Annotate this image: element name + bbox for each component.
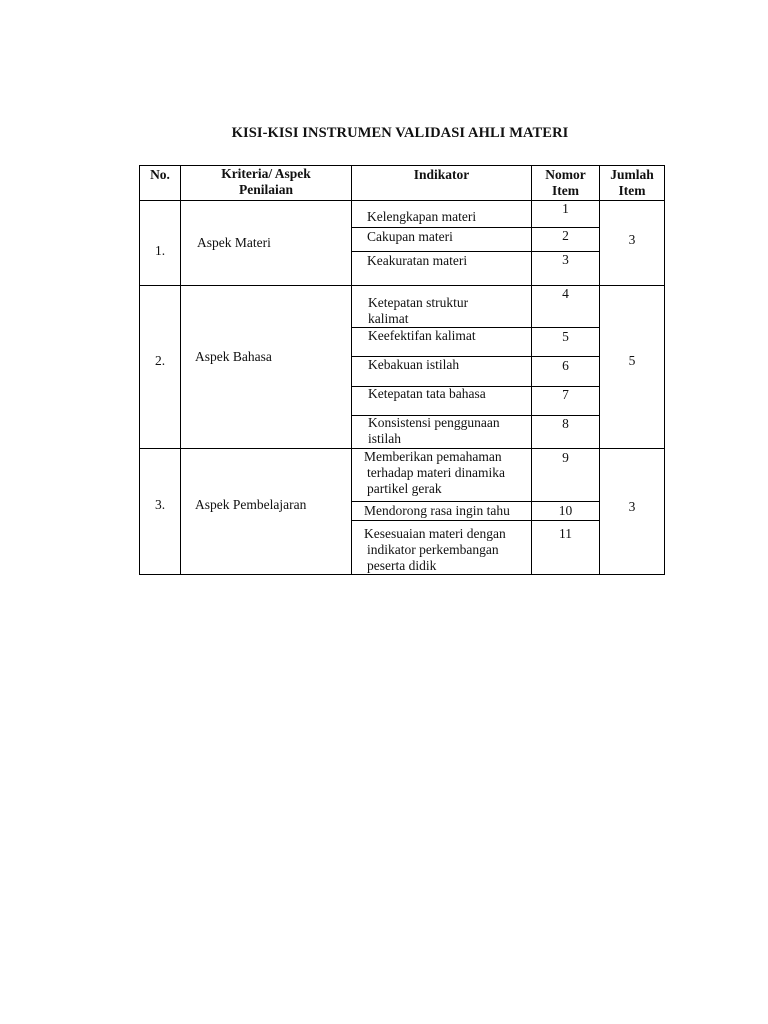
- indikator-text: Memberikan pemahaman: [364, 449, 502, 464]
- indikator-text: partikel gerak: [367, 481, 442, 496]
- group-aspek: Aspek Materi: [197, 235, 271, 250]
- indikator-text: Konsistensi penggunaan: [368, 415, 500, 430]
- nomor-item: 2: [562, 228, 569, 243]
- group-no: 3.: [154, 497, 166, 512]
- header-jumlah-line1: Jumlah: [610, 167, 654, 182]
- nomor-item: 1: [562, 201, 569, 216]
- header-nomor-line2: Item: [552, 183, 579, 198]
- nomor-item: 4: [562, 286, 569, 301]
- nomor-item: 7: [562, 387, 569, 402]
- indikator-text: istilah: [368, 431, 401, 446]
- indikator-text: Ketepatan tata bahasa: [368, 386, 486, 401]
- group-aspek: Aspek Bahasa: [195, 349, 272, 364]
- nomor-item: 5: [562, 329, 569, 344]
- indikator-text: Kesesuaian materi dengan: [364, 526, 506, 541]
- indikator-text: indikator perkembangan: [367, 542, 499, 557]
- indikator-text: Keakuratan materi: [367, 253, 468, 268]
- header-kriteria-line1: Kriteria/ Aspek: [221, 166, 311, 181]
- nomor-item: 9: [562, 450, 569, 465]
- group-no: 1.: [154, 243, 166, 258]
- indikator-text: terhadap materi dinamika: [367, 465, 505, 480]
- nomor-item: 8: [562, 416, 569, 431]
- indikator-text: Cakupan materi: [367, 229, 453, 244]
- header-no: No.: [150, 167, 170, 182]
- col-divider-no: [180, 166, 181, 574]
- indikator-text: kalimat: [368, 311, 409, 326]
- nomor-item: 11: [559, 526, 572, 541]
- document-title: KISI-KISI INSTRUMEN VALIDASI AHLI MATERI: [231, 125, 569, 141]
- nomor-item: 3: [562, 252, 569, 267]
- header-jumlah-line2: Item: [618, 183, 646, 198]
- indikator-text: Kebakuan istilah: [368, 357, 460, 372]
- indikator-text: Ketepatan struktur: [368, 295, 469, 310]
- indikator-text: peserta didik: [367, 558, 437, 573]
- group-aspek: Aspek Pembelajaran: [195, 497, 307, 512]
- group-jumlah: 3: [628, 499, 636, 514]
- indikator-text: Mendorong rasa ingin tahu: [364, 503, 510, 518]
- group-jumlah: 3: [628, 232, 636, 247]
- group-no: 2.: [154, 353, 166, 368]
- indikator-text: Kelengkapan materi: [367, 209, 477, 224]
- row-divider: [351, 501, 600, 502]
- group-jumlah: 5: [628, 353, 636, 368]
- row-divider: [351, 520, 600, 521]
- kisi-kisi-table: [139, 165, 665, 575]
- nomor-item: 6: [562, 358, 569, 373]
- indikator-text: Keefektifan kalimat: [368, 328, 476, 343]
- nomor-item: 10: [558, 503, 573, 518]
- header-indikator: Indikator: [413, 167, 470, 182]
- header-nomor-line1: Nomor: [545, 167, 586, 182]
- header-kriteria-line2: Penilaian: [238, 182, 293, 197]
